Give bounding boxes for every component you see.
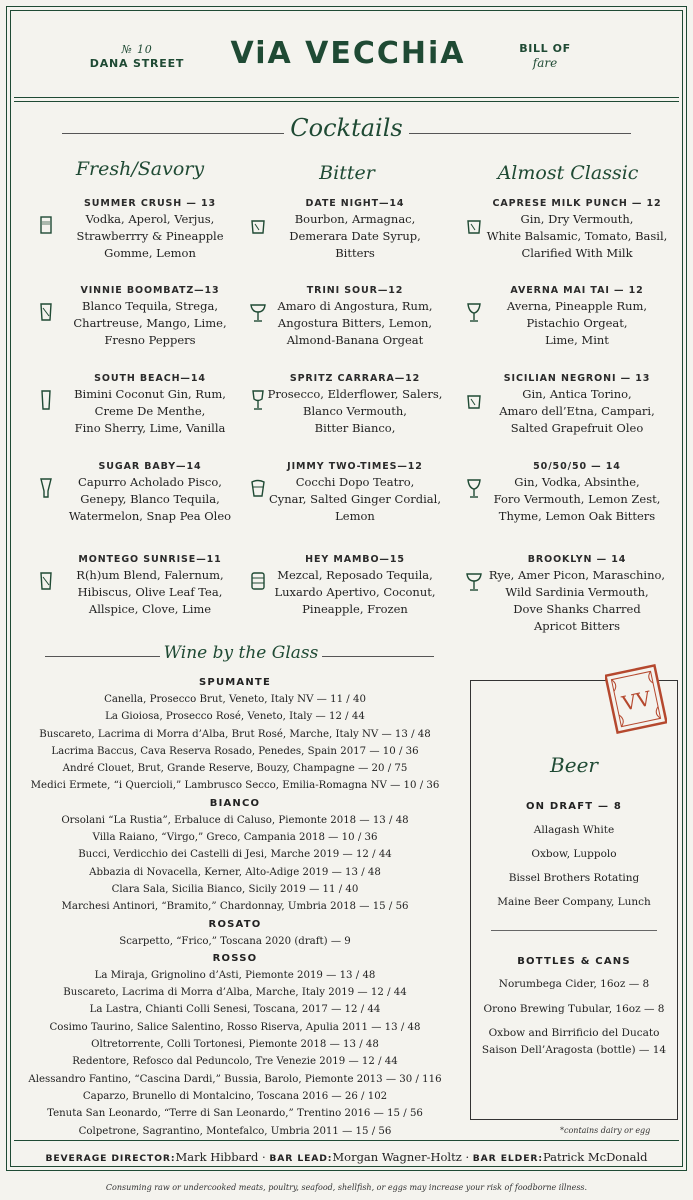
cocktail-name: CAPRESE MILK PUNCH — 12 <box>492 198 662 209</box>
wine-item: Redentore, Refosco dal Peduncolo, Tre Venezie 2019 — 12 / 44 <box>72 1056 398 1068</box>
bottle-item: Norumbega Cider, 16oz — 8 <box>498 978 650 990</box>
wine-item: Lacrima Baccus, Cava Reserva Rosado, Penedes, Spain 2017 — 10 / 36 <box>51 745 419 757</box>
cocktail-ingredients: Foro Vermouth, Lemon Zest, <box>493 492 661 506</box>
cocktail-ingredients: Bourbon, Armagnac, <box>294 212 416 226</box>
restaurant-title: ViA VECCHiA <box>230 36 466 71</box>
bottle-item: Orono Brewing Tubular, 16oz — 8 <box>483 1003 665 1015</box>
cocktail-ingredients: Creme De Menthe, <box>94 404 206 418</box>
wine-glass-icon <box>250 389 266 411</box>
header-divider-bottom <box>14 101 679 102</box>
wine-item: Buscareto, Lacrima di Morra d’Alba, Brut Rosé, Marche, Italy NV — 13 / 48 <box>39 728 431 740</box>
wine-item: La Miraja, Grignolino d’Asti, Piemonte 2019 — 13 / 48 <box>94 969 376 981</box>
cocktail-ingredients: Fino Sherry, Lime, Vanilla <box>74 421 226 435</box>
food-safety-disclaimer: Consuming raw or undercooked meats, poultry, seafood, shellfish, or eggs may increase your risk of foodborne illness. <box>105 1183 588 1192</box>
cocktail-ingredients: Almond-Banana Orgeat <box>286 333 424 347</box>
cocktail-ingredients: Amaro dell’Etna, Campari, <box>499 404 655 418</box>
cocktail-ingredients: Genepy, Blanco Tequila, <box>80 492 220 506</box>
cocktail-name: 50/50/50 — 14 <box>533 461 621 472</box>
wine-item: Canella, Prosecco Brut, Veneto, Italy NV — 11 / 40 <box>104 694 366 705</box>
address-street: DANA STREET <box>89 57 185 70</box>
cocktail-ingredients: Capurro Acholado Pisco, <box>78 475 222 489</box>
coupe-glass-icon <box>466 570 482 592</box>
cocktail-item <box>55 372 245 437</box>
cocktail-item <box>260 372 450 437</box>
cocktail-ingredients: Thyme, Lemon Oak Bitters <box>498 509 656 523</box>
wine-item: Bucci, Verdicchio dei Castelli di Jesi, Marche 2019 — 12 / 44 <box>78 849 392 861</box>
cocktails-title: Cocktails <box>290 114 403 142</box>
cocktail-ingredients: Bimini Coconut Gin, Rum, <box>74 387 226 401</box>
wine-item: André Clouet, Brut, Grande Reserve, Bouzy, Champagne — 20 / 75 <box>62 763 408 775</box>
draft-item: Bissel Brothers Rotating <box>508 872 640 884</box>
cocktail-ingredients: Lemon <box>335 509 375 523</box>
cocktail-name: BROOKLYN — 14 <box>527 554 627 565</box>
cocktail-name: TRINI SOUR—12 <box>306 285 404 296</box>
cocktail-ingredients: Amaro di Angostura, Rum, <box>277 299 433 313</box>
bottles-cans-label: BOTTLES & CANS <box>517 956 631 967</box>
wine-category: SPUMANTE <box>199 677 271 688</box>
cocktails-rule-left <box>62 133 284 134</box>
seal-text: VV <box>619 686 654 716</box>
contains-dairy-note: *contains dairy or egg <box>560 1126 651 1135</box>
draft-item: Allagash White <box>533 824 615 836</box>
wine-item: Oltretorrente, Colli Tortonesi, Piemonte 2018 — 13 / 48 <box>91 1039 379 1051</box>
cocktail-name: SUGAR BABY—14 <box>98 461 202 472</box>
cocktail-ingredients: Angostura Bitters, Lemon, <box>277 316 433 330</box>
cocktail-ingredients: Clarified With Milk <box>521 246 633 260</box>
cocktail-ingredients: Fresno Peppers <box>104 333 196 347</box>
wine-category: ROSATO <box>208 918 262 930</box>
collins-glass-icon <box>38 214 54 236</box>
cocktail-ingredients: Wild Sardinia Vermouth, <box>505 585 649 599</box>
director-label: BEVERAGE DIRECTOR: <box>45 1153 176 1164</box>
wine-item: Marchesi Antinori, “Bramito,” Chardonnay, Umbria 2018 — 15 / 56 <box>61 901 409 913</box>
wine-item: Caparzo, Brunello di Montalcino, Toscana 2016 — 26 / 102 <box>82 1090 388 1102</box>
staff-credits <box>20 1150 673 1164</box>
pilsner-glass-icon <box>38 477 54 499</box>
cocktail-name: JIMMY TWO-TIMES—12 <box>287 461 423 472</box>
cocktail-ingredients: Cynar, Salted Ginger Cordial, <box>268 492 441 506</box>
cocktail-item <box>55 553 245 618</box>
cocktail-ingredients: Luxardo Apertivo, Coconut, <box>274 585 436 599</box>
cocktail-ingredients: Hibiscus, Olive Leaf Tea, <box>77 585 223 599</box>
cocktail-ingredients: Lime, Mint <box>545 333 609 347</box>
cocktail-name: AVERNA MAI TAI — 12 <box>510 285 644 296</box>
cocktail-ingredients: Apricot Bitters <box>533 619 621 633</box>
wine-item: Medici Ermete, “i Quercioli,” Lambrusco Secco, Emilia-Romagna NV — 10 / 36 <box>30 780 440 792</box>
lead-name: Morgan Wagner-Holtz <box>332 1150 462 1164</box>
cocktail-ingredients: Gin, Vodka, Absinthe, <box>514 475 640 489</box>
cocktail-ingredients: Strawberrry & Pineapple <box>76 229 224 243</box>
footer-divider <box>14 1140 679 1141</box>
separator: · <box>258 1150 270 1164</box>
nick-nora-glass-icon <box>466 477 482 499</box>
menu-header <box>0 0 693 100</box>
cocktail-item <box>482 197 672 262</box>
column-title-bitter: Bitter <box>319 162 375 184</box>
cocktail-ingredients: Watermelon, Snap Pea Oleo <box>68 509 232 523</box>
column-title-almost-classic: Almost Classic <box>497 162 639 184</box>
wine-item: Clara Sala, Sicilia Bianco, Sicily 2019 — 11 / 40 <box>111 883 359 895</box>
rocks-glass-icon <box>466 214 482 236</box>
wine-rule-right <box>322 656 434 657</box>
cocktail-item <box>260 197 450 262</box>
cocktail-ingredients: Prosecco, Elderflower, Salers, <box>267 387 443 401</box>
bottle-item: Saison Dell’Aragosta (bottle) — 14 <box>481 1044 667 1056</box>
cocktail-item <box>55 197 245 262</box>
cocktail-ingredients: Gin, Dry Vermouth, <box>520 212 634 226</box>
wine-item: Orsolani “La Rustia”, Erbaluce di Caluso, Piemonte 2018 — 13 / 48 <box>61 814 409 826</box>
wine-item: Buscareto, Lacrima di Morra d’Alba, Marche, Italy 2019 — 12 / 44 <box>63 987 407 999</box>
separator: · <box>461 1150 473 1164</box>
vv-seal-logo <box>605 658 667 740</box>
cocktail-ingredients: Demerara Date Syrup, <box>289 229 421 243</box>
cocktail-ingredients: Cocchi Dopo Teatro, <box>295 475 415 489</box>
address-block <box>82 43 192 71</box>
rocks-glass-icon <box>466 389 482 411</box>
wine-item: Cosimo Taurino, Salice Salentino, Rosso Riserva, Apulia 2011 — 13 / 48 <box>49 1021 421 1033</box>
beer-divider <box>491 930 657 931</box>
tall-glass-icon <box>38 389 54 411</box>
cocktail-ingredients: Averna, Pineapple Rum, <box>506 299 648 313</box>
cocktail-name: SOUTH BEACH—14 <box>94 373 206 384</box>
cocktail-name: MONTEGO SUNRISE—11 <box>78 554 222 565</box>
stemless-glass-icon <box>250 477 266 499</box>
cocktail-ingredients: Bitter Bianco, <box>314 421 396 435</box>
cocktail-ingredients: R(h)um Blend, Falernum, <box>76 568 224 582</box>
highball-glass-icon <box>38 301 54 323</box>
cocktail-item <box>260 460 450 525</box>
cocktail-item <box>482 372 672 437</box>
bill-of-label: BILL OF <box>519 42 571 55</box>
cocktail-ingredients: Gin, Antica Torino, <box>522 387 632 401</box>
cocktail-item <box>482 284 672 349</box>
cocktail-ingredients: Gomme, Lemon <box>104 246 196 260</box>
cocktail-ingredients: White Balsamic, Tomato, Basil, <box>486 229 668 243</box>
cocktail-name: SICILIAN NEGRONI — 13 <box>503 373 651 384</box>
highball-glass-icon <box>38 570 54 592</box>
wine-item: Tenuta San Leonardo, “Terre di San Leonardo,” Trentino 2016 — 15 / 56 <box>47 1108 423 1120</box>
cocktail-name: SPRITZ CARRARA—12 <box>289 373 421 384</box>
fare-label: fare <box>532 56 558 70</box>
elder-label: BAR ELDER: <box>472 1153 543 1164</box>
cocktail-ingredients: Pistachio Orgeat, <box>526 316 628 330</box>
cocktails-rule-right <box>409 133 631 134</box>
draft-item: Oxbow, Luppolo <box>531 848 617 860</box>
beer-box <box>470 680 678 1120</box>
wine-item: Scarpetto, “Frico,” Toscana 2020 (draft) — 9 <box>119 935 351 947</box>
cocktail-name: VINNIE BOOMBATZ—13 <box>80 285 220 296</box>
nick-nora-glass-icon <box>466 301 482 323</box>
rocks-glass-icon <box>250 214 266 236</box>
bill-of-fare <box>510 42 580 70</box>
wine-title: Wine by the Glass <box>163 643 319 663</box>
draft-item: Maine Beer Company, Lunch <box>497 896 651 908</box>
cocktail-ingredients: Chartreuse, Mango, Lime, <box>73 316 227 330</box>
cocktail-ingredients: Salted Grapefruit Oleo <box>510 421 644 435</box>
lead-label: BAR LEAD: <box>269 1153 333 1164</box>
cocktail-item <box>482 460 672 525</box>
cocktail-ingredients: Pineapple, Frozen <box>302 602 408 616</box>
wine-item: La Gioiosa, Prosecco Rosé, Veneto, Italy — 12 / 44 <box>105 711 365 723</box>
on-draft-label: ON DRAFT — 8 <box>525 801 623 812</box>
address-number: № 10 <box>121 43 153 56</box>
bottle-item: Oxbow and Birrificio del Ducato <box>488 1027 660 1039</box>
wine-item: La Lastra, Chianti Colli Senesi, Toscana, 2017 — 12 / 44 <box>89 1004 381 1016</box>
wine-item: Abbazia di Novacella, Kerner, Alto-Adige 2019 — 13 / 48 <box>89 866 381 878</box>
cocktail-ingredients: Bitters <box>335 246 375 260</box>
wine-list <box>20 674 450 1140</box>
cocktail-item <box>260 284 450 349</box>
cocktail-name: SUMMER CRUSH — 13 <box>83 198 216 209</box>
cocktail-ingredients: Dove Shanks Charred <box>513 602 641 616</box>
coupe-glass-icon <box>250 301 266 323</box>
column-title-fresh-savory: Fresh/Savory <box>75 158 205 180</box>
cocktail-ingredients: Blanco Vermouth, <box>303 404 407 418</box>
header-divider-top <box>14 97 679 98</box>
cocktail-ingredients: Rye, Amer Picon, Maraschino, <box>488 568 666 582</box>
wine-rule-left <box>45 656 160 657</box>
cocktail-name: HEY MAMBO—15 <box>305 554 405 565</box>
cocktail-ingredients: Mezcal, Reposado Tequila, <box>277 568 433 582</box>
cocktail-name: DATE NIGHT—14 <box>305 198 405 209</box>
cocktail-item <box>55 460 245 525</box>
cocktail-item <box>482 553 672 635</box>
cocktail-ingredients: Allspice, Clove, Lime <box>88 602 212 616</box>
beer-title: Beer <box>550 753 598 777</box>
cocktail-ingredients: Vodka, Aperol, Verjus, <box>85 212 215 226</box>
wine-item: Colpetrone, Sagrantino, Montefalco, Umbria 2011 — 15 / 56 <box>78 1125 392 1137</box>
cocktail-item <box>260 553 450 618</box>
wine-category: BIANCO <box>209 797 261 809</box>
cocktail-item <box>55 284 245 349</box>
tiki-glass-icon <box>250 570 266 592</box>
wine-category: ROSSO <box>212 952 258 964</box>
cocktail-ingredients: Blanco Tequila, Strega, <box>82 299 218 313</box>
wine-item: Alessandro Fantino, “Cascina Dardi,” Bussia, Barolo, Piemonte 2013 — 30 / 116 <box>28 1073 442 1085</box>
wine-item: Villa Raiano, “Virgo,” Greco, Campania 2018 — 10 / 36 <box>92 832 378 844</box>
elder-name: Patrick McDonald <box>542 1150 648 1164</box>
director-name: Mark Hibbard <box>175 1150 259 1164</box>
